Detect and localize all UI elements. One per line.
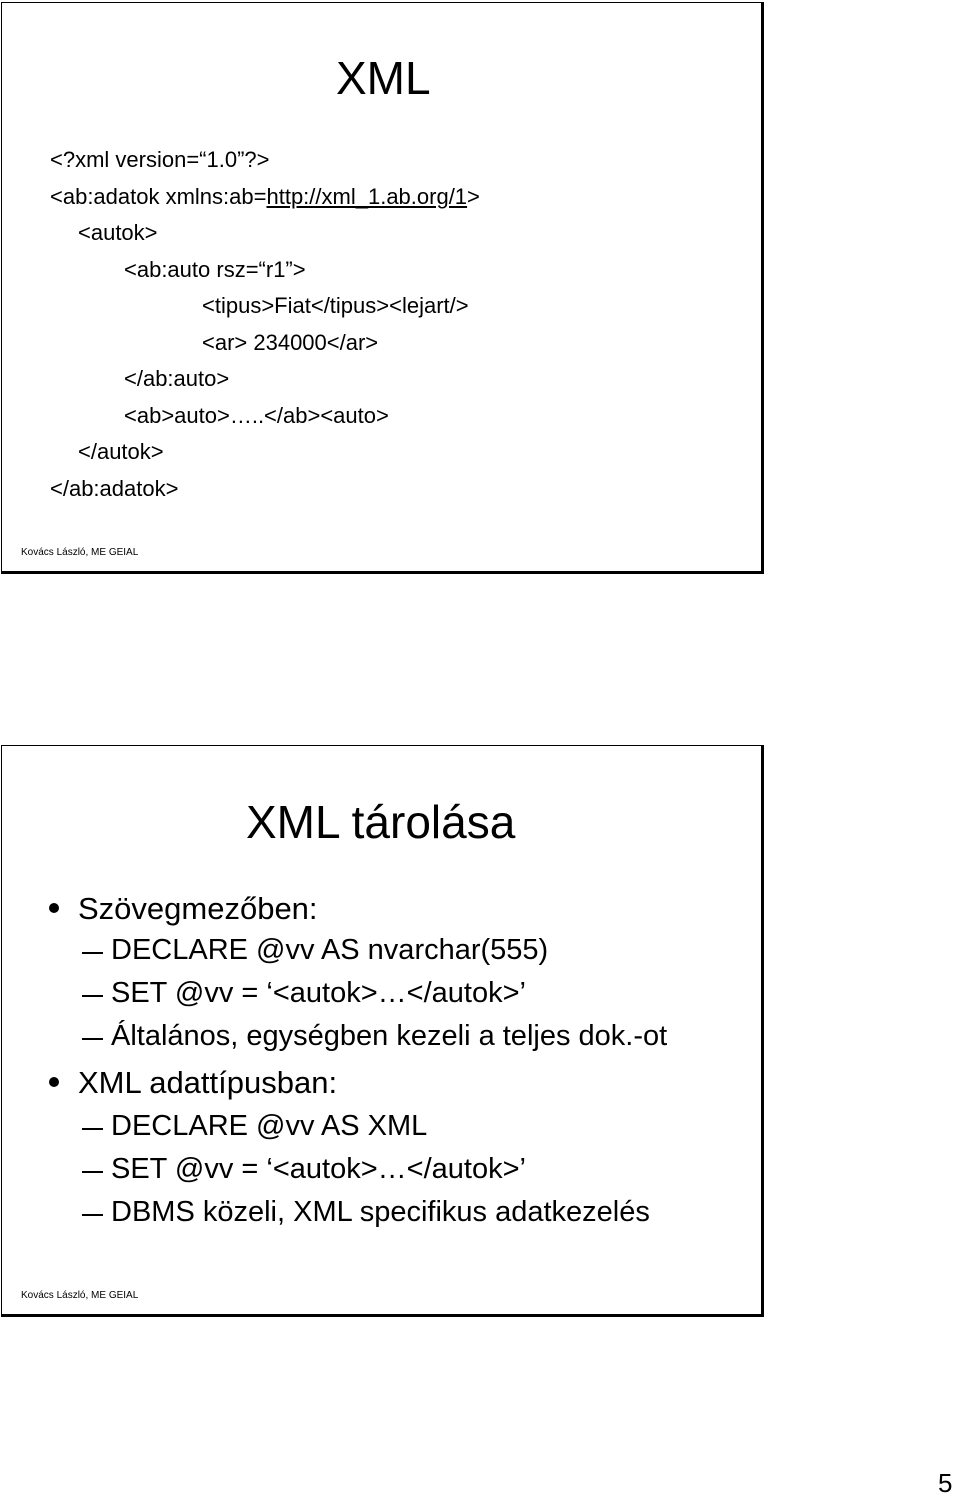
sub-text: DECLARE @vv AS nvarchar(555) — [111, 934, 549, 966]
xml-tipus-line: <tipus>Fiat</tipus><lejart/> — [202, 293, 469, 318]
xml-root-open-end: > — [467, 184, 480, 209]
bullet-dot-icon — [49, 1077, 59, 1087]
slide-xml — [1, 2, 764, 574]
dash-icon — [82, 952, 103, 954]
dash-icon — [82, 1038, 103, 1040]
slide-footer: Kovács László, ME GEIAL — [21, 547, 139, 558]
sub-text: DBMS közeli, XML specifikus adatkezelés — [111, 1196, 650, 1228]
xml-autok-open-line: <autok> — [78, 220, 158, 245]
dash-icon — [82, 1128, 103, 1130]
sub-text: Általános, egységben kezeli a teljes dok.-ot — [111, 1020, 668, 1052]
xml-auto-open-line: <ab:auto rsz=“r1”> — [124, 257, 306, 282]
xml-ar-line: <ar> 234000</ar> — [202, 330, 379, 355]
bullet-text: XML adattípusban: — [78, 1065, 338, 1100]
xml-autok-close-line: </autok> — [78, 439, 164, 464]
xml-root-close-line: </ab:adatok> — [50, 476, 179, 501]
dash-icon — [82, 1214, 103, 1216]
bullet-dot-icon — [49, 903, 59, 913]
bullet-text: Szövegmezőben: — [78, 891, 318, 926]
slide-title: XML tárolása — [246, 796, 516, 848]
sub-text: SET @vv = ‘<autok>…</autok>’ — [111, 977, 526, 1009]
slide-xml-storage — [1, 745, 764, 1317]
sub-text: DECLARE @vv AS XML — [111, 1110, 428, 1142]
dash-icon — [82, 995, 103, 997]
xml-auto-close-line: </ab:auto> — [124, 366, 230, 391]
dash-icon — [82, 1171, 103, 1173]
xml-root-open-line — [50, 186, 480, 208]
page-number: 5 — [938, 1468, 953, 1498]
namespace-url: http://xml_1.ab.org/1 — [266, 184, 468, 209]
slide-footer: Kovács László, ME GEIAL — [21, 1290, 139, 1301]
slide-title: XML — [336, 52, 431, 104]
xml-declaration-line: <?xml version=“1.0”?> — [50, 147, 270, 172]
sub-text: SET @vv = ‘<autok>…</autok>’ — [111, 1153, 526, 1185]
xml-root-open-text: <ab:adatok xmlns:ab= — [50, 184, 267, 209]
xml-ab-auto-line: <ab>auto>…..</ab><auto> — [124, 403, 389, 428]
